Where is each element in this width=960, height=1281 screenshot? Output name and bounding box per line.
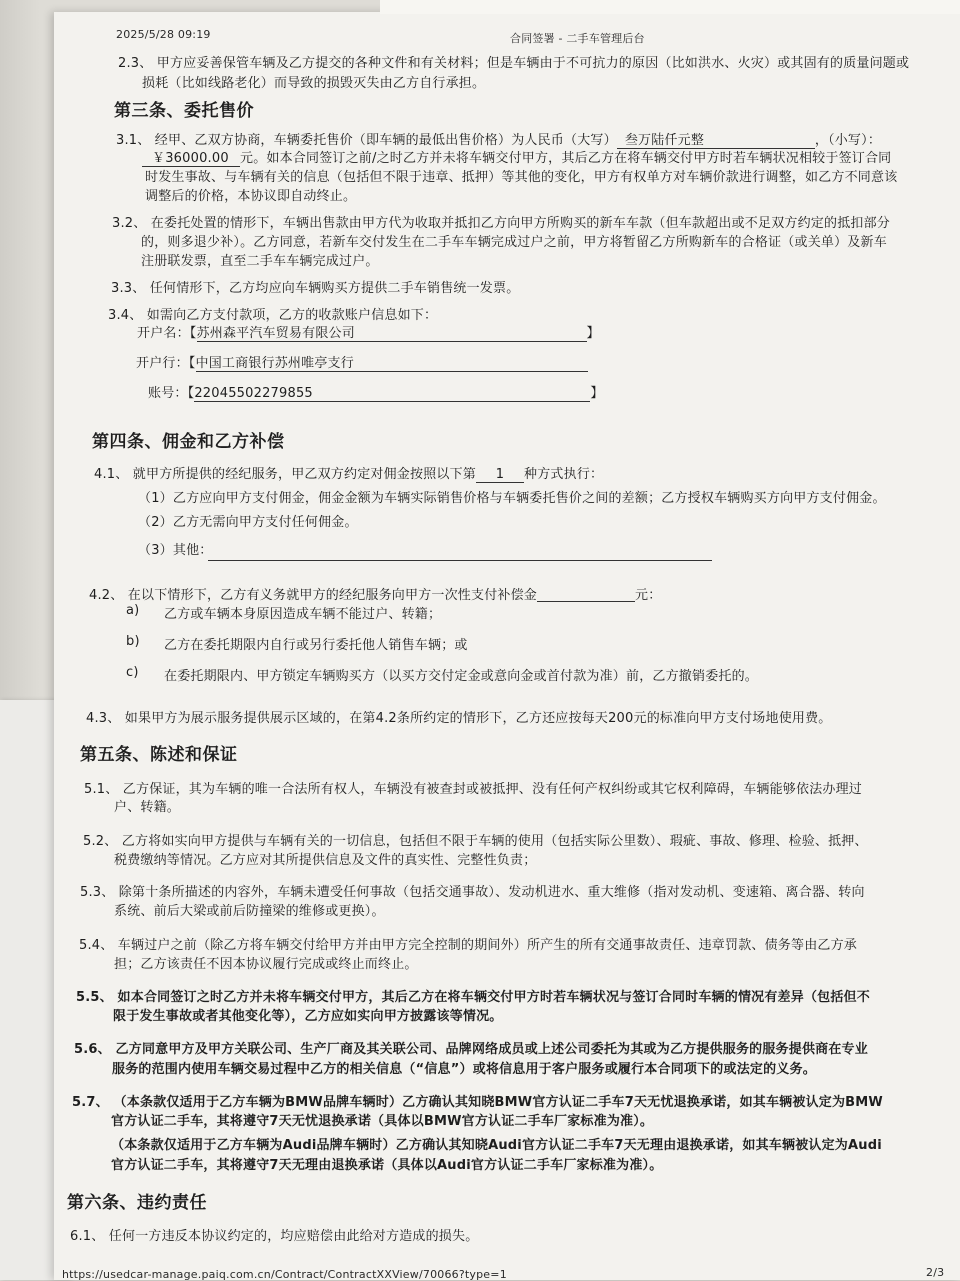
clause-4-1-text-b: 种方式执行：: [524, 467, 604, 482]
page-number: 2/3: [926, 1266, 945, 1279]
clause-4-2-text-b: 元：: [635, 588, 662, 603]
clause-3-3: 3.3、 任何情形下，乙方均应向车辆购买方提供二手车销售统一发票。: [111, 281, 520, 296]
account-name-value: 苏州森平汽车贸易有限公司: [197, 322, 587, 342]
option-3-blank-line: [208, 560, 712, 561]
clause-3-1-line-1: [116, 129, 881, 149]
print-url: https://usedcar-manage.paiq.com.cn/Contract/ContractXXView/70066?type=1: [62, 1268, 507, 1281]
account-number-close: 】: [590, 386, 604, 401]
compensation-blank: [537, 585, 635, 602]
section-5-heading: 第五条、陈述和保证: [80, 745, 238, 765]
account-number-value: 22045502279855: [194, 386, 590, 402]
section-3-heading: 第三条、委托售价: [114, 101, 254, 121]
item-b-text: 乙方在委托期限内自行或另行委托他人销售车辆；或: [164, 638, 468, 653]
price-in-words: 叁万陆仟元整: [617, 129, 815, 149]
clause-4-2: [89, 584, 661, 603]
paper-edge: [380, 0, 960, 14]
clause-5-2-line-1: 5.2、 乙方将如实向甲方提供与车辆有关的一切信息，包括但不限于车辆的使用（包括实际公里数）、瑕疵、事故、修理、检验、抵押、: [83, 834, 868, 849]
item-b-label: b): [126, 634, 140, 649]
price-in-figures: ￥36000.00: [142, 147, 240, 167]
commission-option-2: （2）乙方无需向甲方支付任何佣金。: [138, 515, 358, 530]
clause-3-2-line-1: 3.2、 在委托处置的情形下，车辆出售款由甲方代为收取并抵扣乙方向甲方所购买的新车车款（但车款超出或不足双方约定的抵扣部分: [112, 216, 891, 231]
item-a-text: 乙方或车辆本身原因造成车辆不能过户、转籍；: [164, 607, 442, 622]
clause-5-1-line-1: 5.1、 乙方保证，其为车辆的唯一合法所有权人，车辆没有被查封或被抵押、没有任何产权纠纷或其它权利障碍，车辆能够依法办理过: [84, 782, 863, 797]
section-4-heading: 第四条、佣金和乙方补偿: [92, 432, 285, 452]
clause-5-5-line-1: 5.5、 如本合同签订之时乙方并未将车辆交付甲方，其后乙方在将车辆交付甲方时若车辆状况与签订合同时车辆的情况有差异（包括但不: [76, 990, 870, 1005]
clause-4-2-text-a: 4.2、 在以下情形下，乙方有义务就甲方的经纪服务向甲方一次性支付补偿金: [89, 588, 538, 603]
clause-5-6-line-1: 5.6、 乙方同意甲方及甲方关联公司、生产厂商及其关联公司、品牌网络成员或上述公司委托为其或为乙方提供服务的服务提供商在专业: [74, 1042, 868, 1057]
clause-3-1-line-4: 调整后的价格，本协议即自动终止。: [145, 189, 357, 204]
item-c-label: c): [126, 665, 139, 680]
clause-3-1-text-c: 元。如本合同签订之前/之时乙方并未将车辆交付甲方，其后乙方在将车辆交付甲方时若车辆状况相较于签订合同: [240, 151, 892, 166]
clause-5-4-line-2: 担；乙方该责任不因本协议履行完成或终止而终止。: [114, 957, 418, 972]
commission-option-1: （1）乙方应向甲方支付佣金，佣金金额为车辆实际销售价格与车辆委托售价之间的差额；乙方授权车辆购买方向甲方支付佣金。: [138, 491, 886, 506]
clause-2-3-line-1: 2.3、 甲方应妥善保管车辆及乙方提交的各种文件和有关材料；但是车辆由于不可抗力的原因（比如洪水、火灾）或其固有的质量问题或: [118, 56, 910, 71]
clause-4-1-text-a: 4.1、 就甲方所提供的经纪服务，甲乙双方约定对佣金按照以下第: [94, 467, 477, 482]
clause-6-1: 6.1、 任何一方违反本协议约定的，均应赔偿由此给对方造成的损失。: [70, 1229, 479, 1244]
clause-3-1-line-3: 时发生事故、与车辆有关的信息（包括但不限于违章、抵押）等其他的变化，甲方有权单方对车辆价款进行调整，如乙方不同意该: [145, 170, 898, 185]
clause-5-7-line-4: 官方认证二手车，其将遵守7天无理由退换承诺（具体以Audi官方认证二手车厂家标准为准）。: [111, 1158, 663, 1173]
account-name-row: [137, 322, 600, 342]
account-bank-value: 中国工商银行苏州唯亭支行: [196, 352, 588, 372]
account-number-label: 账号：【: [148, 386, 195, 401]
commission-option-3: （3）其他：: [138, 543, 213, 558]
clause-4-3: 4.3、 如果甲方为展示服务提供展示区域的，在第4.2条所约定的情形下，乙方还应按每天200元的标准向甲方支付场地使用费。: [86, 711, 832, 726]
clause-3-1-text-a: 3.1、 经甲、乙双方协商，车辆委托售价（即车辆的最低出售价格）为人民币（大写）: [116, 133, 617, 148]
clause-5-3-line-2: 系统、前后大梁或前后防撞梁的维修或更换）。: [114, 904, 385, 919]
clause-5-1-line-2: 户、转籍。: [114, 800, 181, 815]
clause-3-1-text-b: ，（小写）：: [814, 133, 882, 148]
account-bank-row: [136, 352, 588, 372]
item-c-text: 在委托期限内、甲方锁定车辆购买方（以买方交付定金或意向金或首付款为准）前，乙方撤销委托的。: [164, 669, 759, 684]
section-6-heading: 第六条、违约责任: [67, 1193, 207, 1213]
clause-5-6-line-2: 服务的范围内使用车辆交易过程中乙方的相关信息（“信息”）或将信息用于客户服务或履行本合同项下的或法定的义务。: [112, 1062, 816, 1077]
clause-5-3-line-1: 5.3、 除第十条所描述的内容外，车辆未遭受任何事故（包括交通事故）、发动机进水、重大维修（指对发动机、变速箱、离合器、转向: [80, 885, 865, 900]
clause-3-4: 3.4、 如需向乙方支付款项，乙方的收款账户信息如下：: [108, 308, 438, 323]
clause-5-4-line-1: 5.4、 车辆过户之前（除乙方将车辆交付给甲方并由甲方完全控制的期间外）所产生的所有交通事故责任、违章罚款、债务等由乙方承: [79, 938, 858, 953]
account-bank-label: 开户行：【: [136, 356, 196, 371]
clause-5-7-line-3: （本条款仅适用于乙方车辆为Audi品牌车辆时）乙方确认其知晓Audi官方认证二手车7天无理由退换承诺，如其车辆被认定为Audi: [111, 1138, 882, 1153]
clause-5-2-line-2: 税费缴纳等情况。乙方应对其所提供信息及文件的真实性、完整性负责；: [114, 853, 537, 868]
item-a-label: a): [126, 603, 140, 618]
account-name-close: 】: [586, 326, 600, 341]
commission-option-choice: 1: [476, 467, 524, 483]
clause-5-7-line-2: 官方认证二手车，其将遵守7天无忧退换承诺（具体以BMW官方认证二手车厂家标准为准）。: [111, 1114, 654, 1129]
print-page-title: 合同签署 - 二手车管理后台: [510, 32, 645, 45]
clause-5-7-line-1: 5.7、 （本条款仅适用于乙方车辆为BMW品牌车辆时）乙方确认其知晓BMW官方认证二手车7天无忧退换承诺，如其车辆被认定为BMW: [72, 1095, 883, 1110]
clause-4-1: [94, 463, 603, 483]
account-number-row: [148, 382, 604, 402]
clause-3-2-line-2: 的，则多退少补）。乙方同意，若新车交付发生在二手车车辆完成过户之前，甲方将暂留乙方所购新车的合格证（或关单）及新车: [141, 235, 887, 250]
clause-3-1-line-2: [142, 147, 891, 167]
clause-5-5-line-2: 限于发生事故或者其他变化等），乙方应如实向甲方披露该等情况。: [113, 1009, 503, 1024]
print-datetime: 2025/5/28 09:19: [116, 28, 211, 41]
clause-3-2-line-3: 注册联发票，直至二手车车辆完成过户。: [141, 254, 379, 269]
account-name-label: 开户名：【: [137, 326, 197, 341]
clause-2-3-line-2: 损耗（比如线路老化）而导致的损毁灭失由乙方自行承担。: [142, 76, 486, 91]
